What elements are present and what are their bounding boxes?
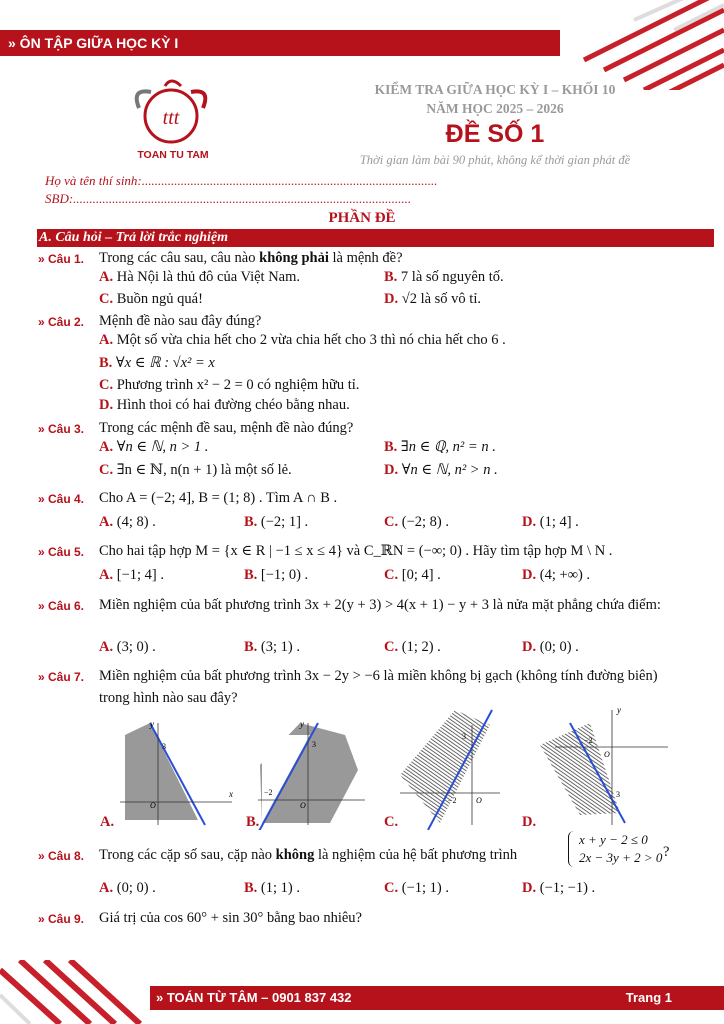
option: C. ∃n ∈ ℕ, n(n + 1) là một số lẻ. xyxy=(99,462,292,478)
svg-text:x: x xyxy=(229,789,233,799)
option: B. (3; 1) . xyxy=(244,639,300,655)
option-a-label: A. xyxy=(100,814,115,830)
question-label: » Câu 1. xyxy=(38,252,85,266)
svg-text:y: y xyxy=(617,705,621,715)
option: C. (−2; 8) . xyxy=(384,514,449,530)
decorative-stripes-top xyxy=(524,0,724,90)
svg-text:3: 3 xyxy=(312,740,316,749)
question-label: » Câu 5. xyxy=(38,545,85,559)
question-7-figures xyxy=(0,705,724,830)
option: A. ∀n ∈ ℕ, n > 1 . xyxy=(99,439,209,455)
question-text: Trong các câu sau, câu nào không phải là mệnh đề? xyxy=(99,250,403,266)
svg-text:3: 3 xyxy=(162,742,166,751)
question-label: » Câu 2. xyxy=(38,315,85,329)
option: D. (−1; −1) . xyxy=(522,880,596,896)
student-name-line: Họ và tên thí sinh:........................................................................................... xyxy=(45,173,438,188)
question-text: Cho A = (−2; 4], B = (1; 8) . Tìm A ∩ B . xyxy=(99,490,338,506)
option: B. 7 là số nguyên tố. xyxy=(384,269,504,285)
option: D. ∀n ∈ ℕ, n² > n . xyxy=(384,462,498,478)
section-title: PHẦN ĐỀ xyxy=(328,210,396,226)
question-text: Miền nghiệm của bất phương trình 3x − 2y > −6 là miền không bị gạch (không tính đường biên) trong hình nào sau đây? xyxy=(99,668,658,706)
sbd-line: SBD:........................................................................................................ xyxy=(45,191,412,206)
page-title: ĐỀ SỐ 1 xyxy=(445,120,545,148)
exam-title: KIỂM TRA GIỮA HỌC KỲ I – KHỐI 10 xyxy=(374,82,616,97)
bold-keyword: không phải xyxy=(259,250,329,266)
option: A. [−1; 4] . xyxy=(99,567,164,583)
option: B. [−1; 0) . xyxy=(244,567,309,583)
option: D. (0; 0) . xyxy=(522,639,579,655)
figure-c xyxy=(400,710,500,830)
question-label: » Câu 9. xyxy=(38,912,85,926)
question-label: » Câu 6. xyxy=(38,599,85,613)
option: C. Buồn ngủ quá! xyxy=(99,291,203,307)
question-label: » Câu 7. xyxy=(38,670,85,684)
svg-text:O: O xyxy=(476,796,482,805)
option: B. ∃n ∈ ℚ, n² = n . xyxy=(384,439,496,455)
option: D. √2 là số vô tỉ. xyxy=(384,291,481,307)
option-b-label: B. xyxy=(246,814,260,830)
question-text: Giá trị của cos 60° + sin 30° bằng bao nhiêu? xyxy=(99,910,362,926)
banner-text: » ÔN TẬP GIỮA HỌC KỲ I xyxy=(8,35,179,51)
option: A. (0; 0) . xyxy=(99,880,156,896)
figure-d xyxy=(540,705,668,825)
option: C. (−1; 1) . xyxy=(384,880,449,896)
part-a-header: A. Câu hỏi – Trả lời trắc nghiệm xyxy=(37,229,714,247)
logo-letters: ttt xyxy=(162,107,180,129)
option: B. (−2; 1] . xyxy=(244,514,309,530)
option: A. (3; 0) . xyxy=(99,639,156,655)
school-year: NĂM HỌC 2025 – 2026 xyxy=(426,101,564,116)
footer-text: » TOÁN TỪ TÂM – 0901 837 432 xyxy=(156,990,352,1005)
question-label: » Câu 3. xyxy=(38,422,85,436)
question-text: Trong các cặp số sau, cặp nào không là nghiệm của hệ bất phương trình xyxy=(99,847,518,863)
svg-text:3: 3 xyxy=(462,732,466,741)
option: C. [0; 4] . xyxy=(384,567,441,583)
option: A. Hà Nội là thủ đô của Việt Nam. xyxy=(99,269,301,285)
svg-text:y: y xyxy=(150,719,154,729)
option: B. (1; 1) . xyxy=(244,880,300,896)
logo-name: TOAN TU TAM xyxy=(137,149,209,161)
option: A. Một số vừa chia hết cho 2 vừa chia hết cho 3 thì nó chia hết cho 6 . xyxy=(99,332,506,348)
svg-text:O: O xyxy=(300,801,306,810)
page-number: Trang 1 xyxy=(625,990,672,1005)
svg-text:O: O xyxy=(150,801,156,810)
svg-text:−2: −2 xyxy=(264,788,273,797)
question-label: » Câu 8. xyxy=(38,849,85,863)
top-banner xyxy=(0,30,560,56)
option: C. (1; 2) . xyxy=(384,639,441,655)
option-c-label: C. xyxy=(384,814,399,830)
svg-text:O: O xyxy=(604,750,610,759)
question-text: Cho hai tập hợp M = {x ∈ R | −1 ≤ x ≤ 4} và C_ℝN = (−∞; 0) . Hãy tìm tập hợp M \ N . xyxy=(99,543,613,559)
inequality-system: x + y − 2 ≤ 0 2x − 3y + 2 > 0 xyxy=(568,831,662,867)
decorative-stripes-bottom xyxy=(0,960,170,1024)
footer-bar xyxy=(150,986,724,1010)
logo xyxy=(125,78,217,166)
time-allowed: Thời gian làm bài 90 phút, không kể thời gian phát đề xyxy=(359,153,631,167)
svg-text:−2: −2 xyxy=(584,736,593,745)
question-mark: ? xyxy=(663,844,670,860)
option: C. Phương trình x² − 2 = 0 có nghiệm hữu tỉ. xyxy=(99,377,360,393)
logo-graphic xyxy=(125,78,217,166)
question-text: Miền nghiệm của bất phương trình 3x + 2(y + 3) > 4(x + 1) − y + 3 là nửa mặt phẳng chứa điểm: xyxy=(99,597,661,613)
figure-b xyxy=(258,719,365,830)
option: D. (4; +∞) . xyxy=(522,567,591,583)
option: B. ∀x ∈ ℝ : √x² = x xyxy=(99,355,215,371)
figure-a xyxy=(120,719,233,825)
question-text: Mệnh đề nào sau đây đúng? xyxy=(99,313,262,329)
option: A. (4; 8) . xyxy=(99,514,156,530)
question-text: Trong các mệnh đề sau, mệnh đề nào đúng? xyxy=(99,420,354,436)
svg-text:−2: −2 xyxy=(448,796,457,805)
option: D. (1; 4] . xyxy=(522,514,579,530)
option: D. Hình thoi có hai đường chéo bằng nhau. xyxy=(99,397,350,413)
svg-text:3: 3 xyxy=(616,790,620,799)
option-d-label: D. xyxy=(522,814,537,830)
svg-text:y: y xyxy=(300,719,304,729)
question-label: » Câu 4. xyxy=(38,492,85,506)
